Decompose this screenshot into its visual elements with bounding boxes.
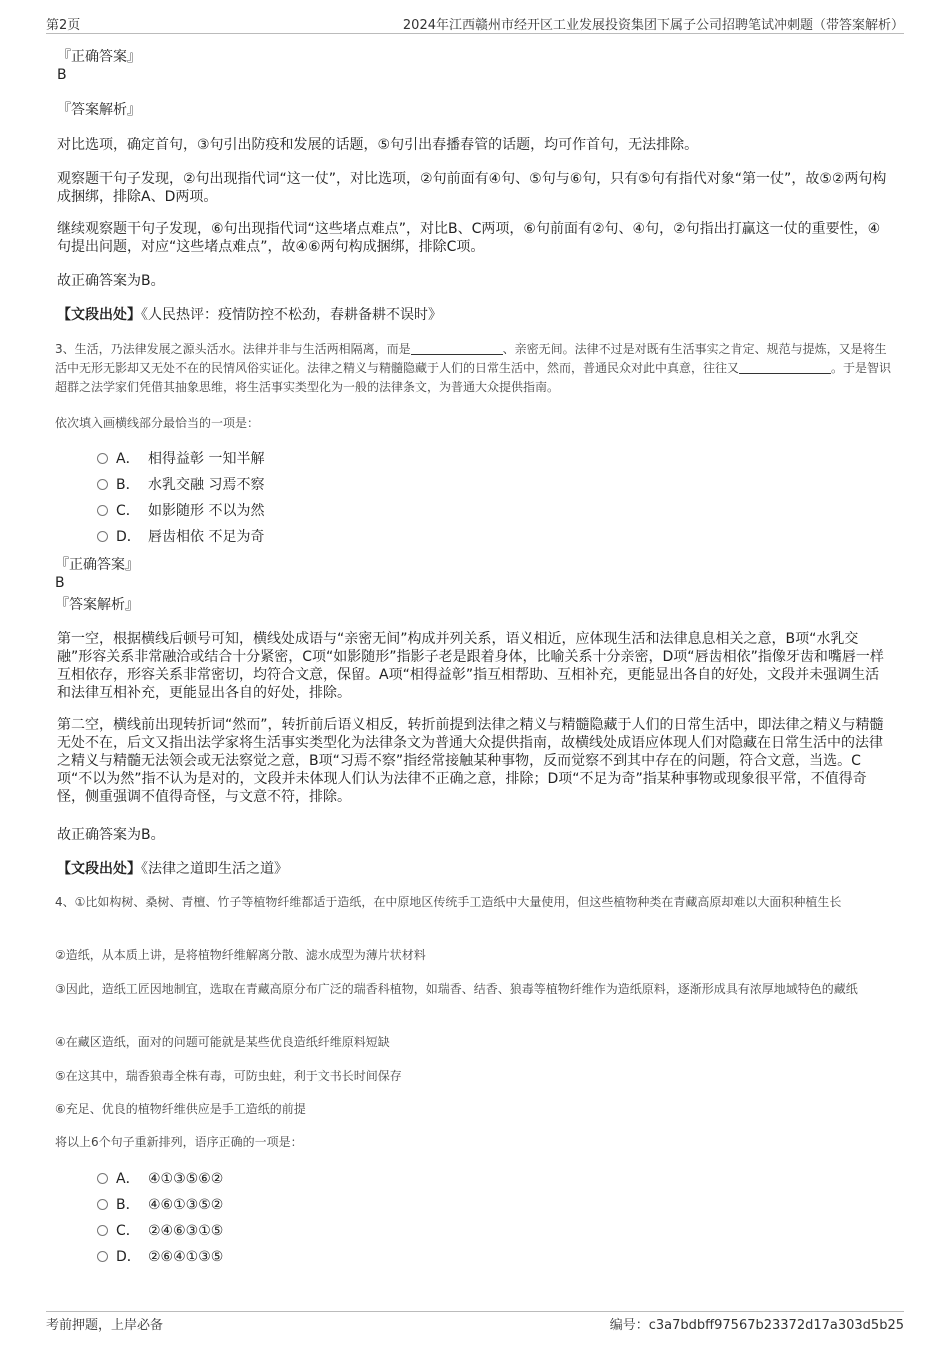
answer-value: B bbox=[57, 67, 67, 83]
option-letter: C． bbox=[116, 503, 140, 519]
question-sentence: ④在藏区造纸，面对的问题可能就是某些优良造纸纤维原料短缺 bbox=[55, 1035, 390, 1049]
option-letter: B． bbox=[116, 1197, 140, 1213]
source-citation bbox=[57, 306, 893, 324]
stem-text: 3、生活，乃法律发展之源头活水。法律并非与生活两相隔离，而是 bbox=[55, 342, 411, 356]
answer-value: B bbox=[55, 575, 65, 591]
radio-icon[interactable] bbox=[97, 1199, 108, 1210]
option-a[interactable] bbox=[97, 450, 264, 468]
option-text: 水乳交融 习焉不察 bbox=[148, 477, 265, 493]
analysis-paragraph: 第二空，横线前出现转折词“然而”，转折前后语义相反，转折前提到法律之精义与精髓隐藏于人们的日常生活中，即法律之精义与精髓无处不在，后文又指出法学家将生活事实类型化为法律条文为普通大众提供指南，故横线处成语应体现人们对隐藏在日常生活中的法律之精义与精髓无法领会或无法察觉之意，B项“习焉不察”指经常接触某种事物，反而觉察不到其中存在的问题，符合文意，当选。C项“不以为然”指不认为是对的，文段并未体现人们认为法律不正确之意，排除；D项“不足为奇”指某种事物或现象很平常，不值得奇怪，侧重强调不值得奇怪，与文意不符，排除。 bbox=[57, 717, 884, 805]
question-stem bbox=[55, 340, 895, 397]
conclusion: 故正确答案为B。 bbox=[57, 827, 165, 843]
stem-text: 、亲密无间。法律不过是对既有生活事实之肯定、规范与提炼，又是将生活中无形无影却又无处不在的民情风俗实证化。法律之精义与精髓隐藏于人们的日常生活中，然而，普通民众对此中真意，往往又 bbox=[55, 342, 887, 375]
conclusion: 故正确答案为B。 bbox=[57, 273, 165, 289]
option-d[interactable] bbox=[97, 1248, 223, 1266]
source-citation bbox=[57, 860, 893, 878]
option-text: 唇齿相依 不足为奇 bbox=[148, 529, 265, 545]
option-text: 如影随形 不以为然 bbox=[148, 503, 265, 519]
answer-label: 『正确答案』 bbox=[57, 49, 141, 65]
option-letter: A． bbox=[116, 1171, 140, 1187]
question-sentence: ⑥充足、优良的植物纤维供应是手工造纸的前提 bbox=[55, 1102, 306, 1116]
question-prompt: 将以上6个句子重新排列，语序正确的一项是： bbox=[55, 1135, 303, 1149]
analysis-label: 『答案解析』 bbox=[57, 102, 141, 118]
option-b[interactable] bbox=[97, 476, 264, 494]
footer-divider bbox=[46, 1311, 904, 1312]
option-letter: B． bbox=[116, 477, 140, 493]
source-label: 【文段出处】 bbox=[57, 307, 141, 323]
option-c[interactable] bbox=[97, 502, 264, 520]
question-sentence: ②造纸，从本质上讲，是将植物纤维解离分散、滤水成型为薄片状材料 bbox=[55, 948, 426, 962]
option-letter: D． bbox=[116, 529, 141, 545]
analysis-paragraph: 对比选项，确定首句，③句引出防疫和发展的话题，⑤句引出春播春管的话题，均可作首句，无法排除。 bbox=[57, 137, 699, 153]
page-number: 第2页 bbox=[46, 18, 81, 33]
source-title: 《法律之道即生活之道》 bbox=[141, 861, 288, 877]
radio-icon[interactable] bbox=[97, 453, 108, 464]
question-prompt: 依次填入画横线部分最恰当的一项是： bbox=[55, 416, 260, 430]
footer-slogan: 考前押题，上岸必备 bbox=[46, 1318, 164, 1333]
radio-icon[interactable] bbox=[97, 531, 108, 542]
option-text: ④⑥①③⑤② bbox=[148, 1197, 224, 1213]
question-sentence: ⑤在这其中，瑞香狼毒全株有毒，可防虫蛀，利于文书长时间保存 bbox=[55, 1069, 402, 1083]
source-label: 【文段出处】 bbox=[57, 861, 141, 877]
option-letter: D． bbox=[116, 1249, 141, 1265]
document-id: 编号：c3a7bdbff97567b23372d17a303d5b25 bbox=[609, 1318, 904, 1333]
analysis-paragraph: 第一空，根据横线后顿号可知，横线处成语与“亲密无间”构成并列关系，语义相近，应体现生活和法律息息相关之意，B项“水乳交融”形容关系非常融洽或结合十分紧密，C项“如影随形”指影子老是跟着身体，比喻关系十分亲密，D项“唇齿相依”指像牙齿和嘴唇一样互相依存，形容关系非常密切，均符合文意，保留。A项“相得益彰”指互相帮助、互相补充，更能显出各自的好处，文段并未强调生活和法律互相补充，更能显出各自的好处，排除。 bbox=[57, 631, 884, 701]
question-sentence: 4、①比如构树、桑树、青檀、竹子等植物纤维都适于造纸，在中原地区传统手工造纸中大量使用，但这些植物种类在青藏高原却难以大面积种植生长 bbox=[55, 895, 842, 909]
analysis-paragraph: 继续观察题干句子发现，⑥句出现指代词“这些堵点难点”，对比B、C两项，⑥句前面有②句、④句，②句指出打赢这一仗的重要性，④句提出问题，对应“这些堵点难点”，故④⑥两句构成捆绑，排除C项。 bbox=[57, 221, 881, 255]
option-a[interactable] bbox=[97, 1170, 223, 1188]
fill-blank bbox=[739, 361, 831, 374]
question-sentence: ③因此，造纸工匠因地制宜，选取在青藏高原分布广泛的瑞香科植物，如瑞香、结香、狼毒等植物纤维作为造纸原料，逐渐形成具有浓厚地域特色的藏纸 bbox=[55, 982, 858, 996]
radio-icon[interactable] bbox=[97, 1225, 108, 1236]
analysis-paragraph: 观察题干句子发现，②句出现指代词“这一仗”，对比选项，②句前面有④句、⑤句与⑥句，只有⑤句有指代对象“第一仗”，故⑤②两句构成捆绑，排除A、D两项。 bbox=[57, 171, 887, 205]
option-d[interactable] bbox=[97, 528, 264, 546]
option-text: ②④⑥③①⑤ bbox=[148, 1223, 224, 1239]
analysis-label: 『答案解析』 bbox=[55, 597, 139, 613]
option-text: ②⑥④①③⑤ bbox=[148, 1249, 224, 1265]
stem-text: 。于是智识超群之法学家们凭借其抽象思维，将生活事实类型化为一般的法律条文，为普通大众提供指南。 bbox=[55, 361, 892, 394]
radio-icon[interactable] bbox=[97, 505, 108, 516]
fill-blank bbox=[411, 342, 503, 355]
radio-icon[interactable] bbox=[97, 1173, 108, 1184]
header-divider bbox=[46, 33, 904, 34]
answer-label: 『正确答案』 bbox=[55, 557, 139, 573]
option-text: 相得益彰 一知半解 bbox=[148, 451, 265, 467]
radio-icon[interactable] bbox=[97, 1251, 108, 1262]
radio-icon[interactable] bbox=[97, 479, 108, 490]
option-b[interactable] bbox=[97, 1196, 223, 1214]
option-letter: C． bbox=[116, 1223, 140, 1239]
option-text: ④①③⑤⑥② bbox=[148, 1171, 224, 1187]
source-title: 《人民热评：疫情防控不松劲，春耕备耕不误时》 bbox=[141, 307, 442, 323]
option-letter: A． bbox=[116, 451, 140, 467]
option-c[interactable] bbox=[97, 1222, 223, 1240]
document-title: 2024年江西赣州市经开区工业发展投资集团下属子公司招聘笔试冲刺题（带答案解析） bbox=[402, 18, 904, 33]
